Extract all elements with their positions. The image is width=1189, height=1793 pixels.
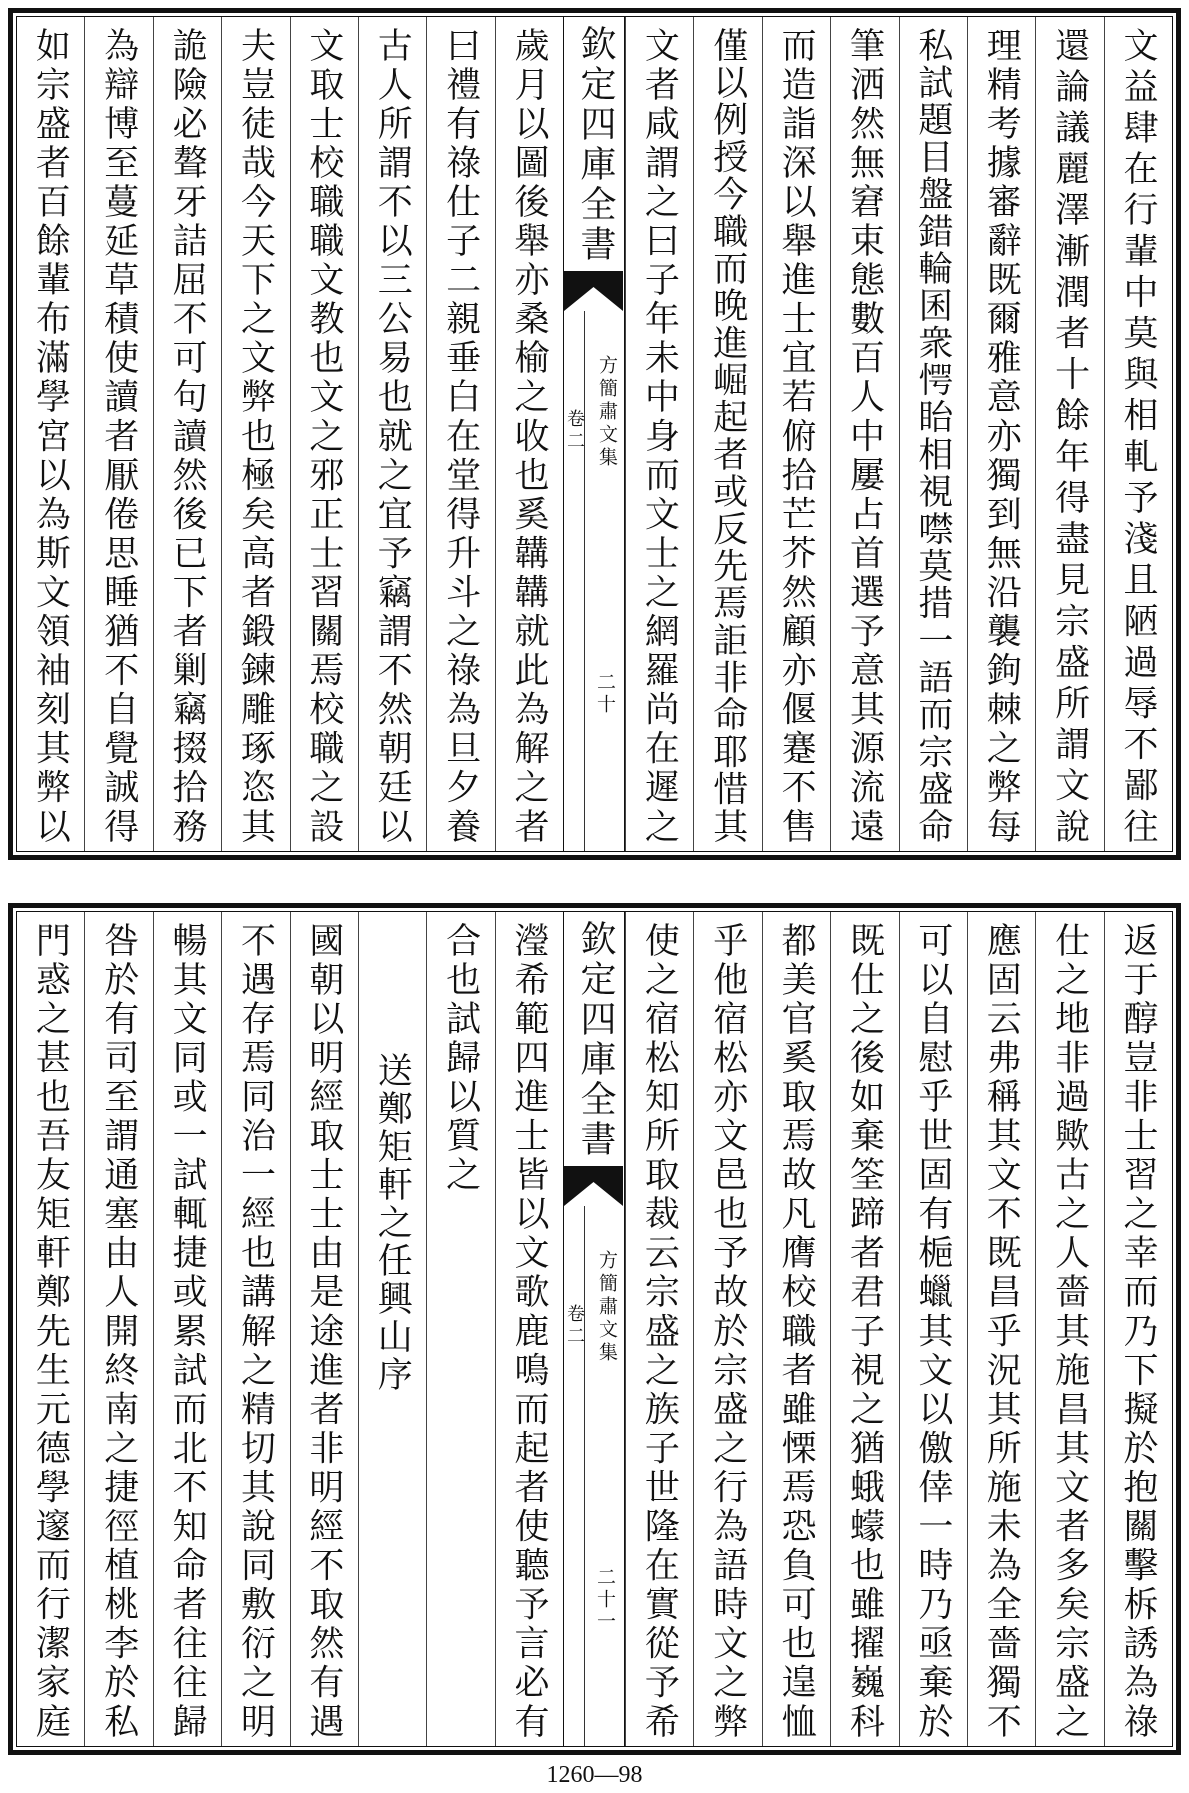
text-column: 而造詣深以舉進士宜若俯拾芒芥然顧亦偃蹇不售 [762,17,830,851]
text-column: 還論議麗澤漸潤者十餘年得盡見宗盛所謂文說 [1035,17,1103,851]
text-column: 門惑之甚也吾友矩軒鄭先生元德學邃而行潔家庭 [30,922,71,1738]
text-column: 私試題目盤錯輪囷衆愕眙相視噤莫措一語而宗盛命 [899,17,967,851]
section-heading: 送鄭矩軒之任興山序 [358,912,426,1746]
page-panel-bottom [8,903,1181,1755]
volume-label: 卷二 [564,1304,585,1348]
text-column: 咎於有司至謂通塞由人開終南之捷徑植桃李於私 [84,912,152,1746]
fold-strip [563,17,625,851]
fish-tail-ornament [564,271,623,311]
book-title: 方簡肅文集 [596,1250,618,1365]
text-frame [16,911,1173,1747]
text-column: 使之宿松知所取裁云宗盛之族子世隆在實從予希 [625,912,693,1746]
text-column: 文取士校職職文教也文之邪正士習關焉校職之設 [290,17,358,851]
text-column: 可以自慰乎世固有梔蠟其文以儌倖一時乃亟棄於 [899,912,967,1746]
page-number: 1260—98 [546,1762,643,1788]
volume-label: 卷二 [564,409,585,453]
text-frame [16,16,1173,852]
text-column: 曰禮有祿仕子二親垂白在堂得升斗之祿為旦夕養 [426,17,494,851]
text-column: 瀅希範四進士皆以文歌鹿鳴而起者使聽予言必有 [495,912,563,1746]
text-column: 歲月以圖後舉亦桑榆之收也奚韝韝就此為解之者 [495,17,563,851]
fish-tail-ornament [564,1166,623,1206]
text-column: 文益肆在行輩中莫與相軋予淺且陋過辱不鄙往 [1104,17,1172,851]
text-column: 既仕之後如棄筌蹄者君子視之猶蛾蠓也雖擢巍科 [830,912,898,1746]
text-column: 合也試歸以質之 [426,912,494,1746]
text-column: 筆洒然無窘束態數百人中屢占首選予意其源流遠 [830,17,898,851]
text-column: 理精考據審辭既爾雅意亦獨到無沿襲鉤棘之弊每 [967,17,1035,851]
text-column: 乎他宿松亦文邑也予故於宗盛之行為語時文之弊 [693,912,761,1746]
fold-center-line [584,1206,585,1746]
library-title: 欽定四庫全書 [575,25,616,265]
library-title: 欽定四庫全書 [575,920,616,1160]
text-column: 僅以例授今職而晚進崛起者或反先焉詎非命耶惜其 [693,17,761,851]
text-column: 古人所謂不以三公易也就之宜予竊謂不然朝廷以 [358,17,426,851]
text-column: 不遇存焉同治一經也講解之精切其說同敷衍之明 [221,912,289,1746]
text-column: 文者咸謂之曰子年未中身而文士之網羅尚在遲之 [625,17,693,851]
text-column: 如宗盛者百餘輩布滿學宮以為斯文領袖刻其弊以 [30,27,71,843]
text-column: 詭險必聱牙詰屈不可句讀然後已下者剿竊掇拾務 [153,17,221,851]
book-title: 方簡肅文集 [596,355,618,470]
leaf-number: 二十一 [594,1567,616,1633]
leaf-number: 二十 [594,672,616,716]
text-column: 國朝以明經取士士由是途進者非明經不取然有遇 [290,912,358,1746]
text-column: 都美官奚取焉故凡膺校職者雖慄焉恐負可也遑恤 [762,912,830,1746]
text-column: 為辯博至蔓延草積使讀者厭倦思睡猶不自覺誠得 [84,17,152,851]
fold-center-line [584,311,585,851]
text-column: 夫豈徒哉今天下之文弊也極矣高者鍛鍊雕琢恣其 [221,17,289,851]
text-column: 暢其文同或一試輒捷或累試而北不知命者往往歸 [153,912,221,1746]
page-panel-top [8,8,1181,860]
text-column: 返于醇豈非士習之幸而乃下擬於抱關擊柝誘為祿 [1104,912,1172,1746]
text-column: 應固云弗稱其文不既昌乎況其所施未為全嗇獨不 [967,912,1035,1746]
text-column: 仕之地非過歟古之人嗇其施昌其文者多矣宗盛之 [1035,912,1103,1746]
fold-strip [563,912,625,1746]
